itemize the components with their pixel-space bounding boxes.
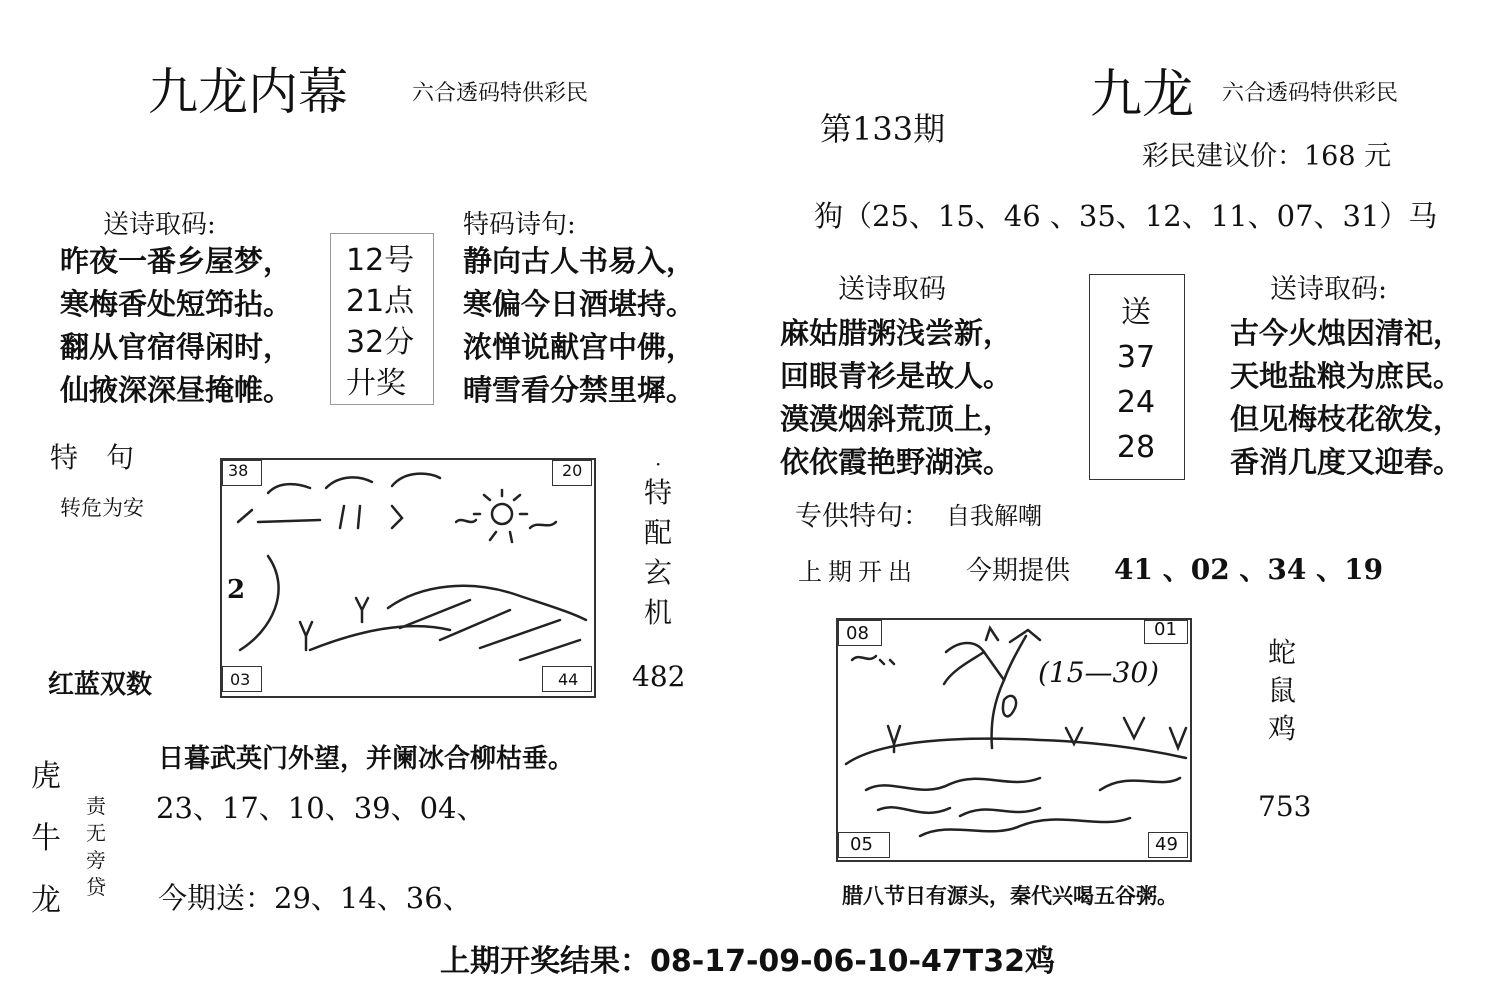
- right-subtitle: 六合透码特供彩民: [1222, 81, 1399, 106]
- corner-number: 03: [230, 670, 251, 689]
- send-box-line: 37: [1116, 340, 1156, 375]
- poem-line: 回眼青衫是故人。: [780, 359, 1013, 393]
- blame-char: 无: [86, 821, 106, 845]
- poem-line: 香消几度又迎春。: [1230, 445, 1463, 479]
- sketch-digit: 2: [227, 575, 246, 605]
- price: 彩民建议价：168 元: [1142, 141, 1392, 172]
- special-heading: 特码诗句:: [463, 210, 576, 240]
- poem-line: 麻姑腊粥浅尝新，: [780, 316, 1013, 350]
- red-blue-label: 红蓝双数: [48, 670, 153, 700]
- poem-line: 昨夜一番乡屋梦，: [60, 244, 293, 278]
- poem-line: 漠漠烟斜荒顶上，: [780, 402, 1013, 436]
- box-line: 32分: [346, 325, 415, 360]
- right-poem2-heading: 送诗取码:: [1270, 274, 1388, 305]
- right-poem1-heading: 送诗取码: [838, 274, 946, 305]
- left-dot: ·: [655, 452, 662, 476]
- issue-number: 第133期: [820, 110, 946, 148]
- poem-line: 寒偏今日酒堪持。: [463, 287, 696, 321]
- corner-number: 01: [1154, 619, 1177, 640]
- left-poem-heading: 送诗取码:: [103, 210, 216, 240]
- send-box-line: 24: [1116, 385, 1156, 420]
- box-line: 21点: [346, 284, 415, 319]
- vertical-char: 配: [643, 516, 672, 549]
- corner-number: 20: [562, 461, 583, 480]
- special-label: 专供特句：: [795, 501, 930, 532]
- poem-line: 仙掖深深昼掩帷。: [60, 373, 293, 407]
- verse: 日暮武英门外望，并阑冰合柳枯垂。: [158, 744, 575, 774]
- poem-line: 天地盐粮为庶民。: [1230, 359, 1463, 393]
- zodiac-char: 牛: [31, 821, 61, 856]
- animal-char: 蛇: [1267, 636, 1296, 669]
- poem-line: 静向古人书易入，: [463, 244, 696, 278]
- sketch-text: (15—30): [1038, 656, 1160, 689]
- blame-char: 责: [86, 794, 106, 818]
- animal-char: 鼠: [1267, 674, 1296, 707]
- box-line: 12号: [346, 243, 415, 278]
- left-subtitle: 六合透码特供彩民: [412, 81, 589, 106]
- poem-line: 晴雪看分禁里墀。: [463, 373, 696, 407]
- vertical-char: 玄: [643, 556, 672, 589]
- poem-line: 翻从官宿得闲时，: [60, 330, 293, 364]
- number-list: 23、17、10、39、04、: [156, 791, 486, 825]
- corner-number: 38: [228, 461, 249, 480]
- te-ju-text: 转危为安: [60, 496, 144, 520]
- send-numbers: 今期送：29、14、36、: [158, 881, 472, 915]
- zodiac-char: 虎: [31, 759, 61, 794]
- special-text: 自我解嘲: [946, 502, 1042, 530]
- animal-char: 鸡: [1267, 712, 1296, 745]
- left-pic-number: 482: [632, 660, 686, 693]
- provide-numbers: 41 、02 、34 、19: [1114, 553, 1384, 586]
- corner-number: 08: [846, 623, 869, 644]
- previous-result: 上期开奖结果：08-17-09-06-10-47T32鸡: [440, 944, 1055, 979]
- poem-line: 古今火烛因清祀，: [1230, 316, 1463, 350]
- send-box-line: 28: [1116, 430, 1156, 465]
- last-issue-label: 上期开出: [798, 558, 918, 586]
- poem-line: 依依霞艳野湖滨。: [780, 445, 1013, 479]
- blame-char: 旁: [86, 848, 106, 872]
- right-caption: 腊八节日有源头，秦代兴喝五谷粥。: [842, 883, 1178, 908]
- corner-number: 44: [558, 670, 579, 689]
- animal-column: [1262, 634, 1302, 748]
- poem-line: 寒梅香处短笻拈。: [60, 287, 293, 321]
- corner-number: 49: [1155, 834, 1178, 855]
- vertical-char: 机: [643, 596, 672, 629]
- provide-label: 今期提供: [966, 556, 1071, 586]
- poem-line: 但见梅枝花欲发，: [1230, 402, 1463, 436]
- zodiac-char: 龙: [31, 883, 61, 918]
- right-pic-number: 753: [1258, 790, 1312, 823]
- send-box-line: 送: [1121, 295, 1151, 330]
- poem-line: 浓惮说献宫中佛，: [463, 330, 696, 364]
- vertical-char: 特: [643, 476, 672, 509]
- right-title: 九龙: [1090, 65, 1195, 125]
- te-ju-label: 特 句: [50, 441, 135, 474]
- left-title: 九龙内幕: [148, 63, 348, 121]
- box-line: 廾奖: [346, 366, 406, 401]
- dog-horse-numbers: 狗（25、15、46 、35、12、11、07、31）马: [814, 199, 1438, 233]
- corner-number: 05: [850, 834, 873, 855]
- blame-char: 贷: [86, 875, 106, 899]
